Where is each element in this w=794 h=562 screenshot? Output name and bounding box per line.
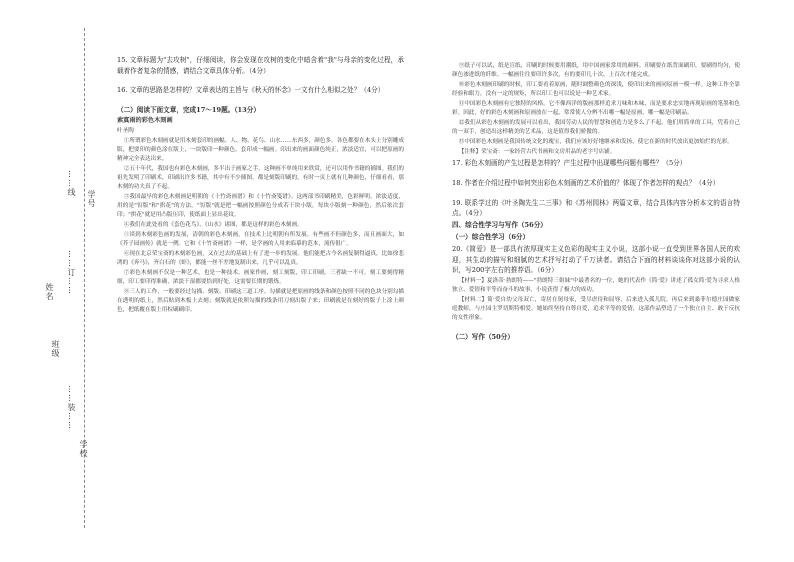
article-paragraph: ⑧三人的工作，一般要经过勾描、刻版、印刷这三道工序。勾描就是把原画的线条和颜色按照不同的色块分别勾描在透明的纸上，然后贴到木板上去刻；刻版就是依照勾描的线条用刀刻出版子来；印刷就是在刻好的版子上涂上颜色，把纸覆在版上用棕刷刷印。 (117, 289, 404, 313)
subsection-2-heading: （二）写作（50分） (452, 332, 514, 341)
binding-name-label: 姓名 (45, 283, 54, 301)
article-paragraph: ⑪中国彩色木刻画有它独特的风格。它不像西洋的版画那样追求刀味和木味，而是要求忠实地再现原画的笔墨和色彩。因此，好的彩色木刻画和原画放在一起，常常使人分辨不出哪一幅是原画，哪一幅是印刷品。 (452, 101, 740, 116)
section-4-heading: 四、综合性学习与写作（56分） (452, 220, 547, 229)
article-paragraph: ③我国最早的彩色木刻画是明朝的《十竹斋画谱》和《十竹斋笺谱》。这两部书印刷精美，色彩鲜明，浓淡适度，用的是"饾版"和"拱花"的方法。"饾版"就是把一幅画按照颜色分成若干块小版，每块小版刻一种颜色，然后依次套印；"拱花"就是用凸版压印，使纸面上显出花纹。 (117, 194, 404, 218)
left-column (117, 55, 404, 316)
section-2-heading: （二）阅读下面文章，完成17～19题。（13分） (117, 105, 260, 114)
question-16: 16. 文章的思路是怎样的？文章表达的主旨与《秋天的怀念》一文有什么相似之处？（4分） (117, 86, 385, 95)
article-paragraph: ⑤谈到木刻彩色画的发展，清朝的彩色木刻画，在技术上比明朝有所发展。有些画不但颜色多，而且画面大，如《芥子园画传》就是一例。它和《十竹斋画谱》一样，是学画的人用来临摹的范本，流传很广。 (117, 232, 404, 247)
article-note: 【注释】荣宝斋：一家经营古代书画和文房用品的老字号店铺。 (458, 149, 616, 156)
binding-school-label: 学校 (79, 440, 88, 458)
article-paragraph: ⑩彩色木刻画印刷的时候，印工要看着原画，随时调整颜色的深浅，使印出来的画同原画一模一样。这种工作全靠经验和眼力，没有一定的规矩，所以印工也可以说是一种艺术家。 (452, 82, 740, 97)
question-15: 15. 文章标题为"去攻树"，仔细阅读，你会发现在攻树的变化中暗含着"我"与母亲的变化过程，承载着作者复杂的情感，请结合文章具体分析。（4分） (117, 56, 404, 75)
binding-strip (0, 0, 100, 562)
material-1: 【材料一】夏洛蒂·勃朗特——"勃朗特三姐妹"中最著名的一位，她的代表作《简·爱》讲述了孤女简·爱为寻求人格独立、爱情和平等而奋斗的故事，小说获得了极大的成功。 (452, 277, 740, 293)
material-2: 【材料二】简·爱自幼父母双亡，寄居在舅母家，受尽虐待和屈辱，后来进入孤儿院，再后来到桑菲尔德庄园做家庭教师，与庄园主罗切斯特相爱。她始终坚持自尊自爱，追求平等的爱情，这部作品塑造了一个独立自主、敢于反抗的女性形象。 (452, 296, 740, 321)
subsection-1-heading: （一）综合性学习（6分） (452, 232, 530, 241)
article-paragraph: ①所谓彩色木刻画就是用木刻套印的画幅。人、物、花鸟、山水……东西多，颜色多，各色都要在木头上分别雕成版，把要印的颜色涂在版上，一块版印一种颜色，套印成一幅画。印出来的画面颜色纯正，浓淡适宜，可以把原画的精神完全表达出来。 (117, 138, 404, 163)
article-paragraph: ⑦彩色木刻画不仅是一种艺术，也是一种技术。画家作画，刻工刻版，印工印刷，三者缺一不可。刻工要刻得精细，印工要印得准确，浓淡干湿都要恰到好处，这需要长期的锻炼。 (117, 270, 404, 285)
article-paragraph: ⑬中国彩色木刻画是我国传统文化的瑰宝，我们应该好好地继承和发扬，使它在新的时代放出更加灿烂的光彩。 (458, 139, 733, 145)
question-20: 20.《简爱》是一部具有浓厚现实主义色彩的现实主义小说，这部小说一直受到世界各国人民的欢迎，其生动的描写和细腻的艺术抒写打动了千万读者。请结合下面的材料谈谈你对这部小说的认识，写200字左右的推荐语。（6分） (452, 245, 740, 275)
right-column (452, 62, 740, 344)
binding-cut-text-bottom: ……装…… (67, 385, 76, 430)
article-paragraph: ②五十年代，我国也有彩色木刻画，多半出于画家之手。这种画不单纯用来欣赏，还可以用作书籍的插图。我们的祖先发明了印刷术，印刷出许多书籍，其中有不少插图，都是刻版印刷的，有时一页上就有几种颜色，仔细看看，那木刻的功夫真了不起。 (117, 166, 404, 190)
binding-number-label: 学号 (87, 190, 96, 208)
binding-class-label: 班级 (51, 340, 60, 358)
question-17: 17. 彩色木刻画的产生过程是怎样的？产生过程中出现哪些问题有哪些？（5分） (452, 159, 687, 168)
question-19: 19. 联系学过的《叶圣陶先生二三事》和《苏州园林》两篇文章，结合具体内容分析本文的语言特点。（4分） (452, 198, 740, 218)
binding-cut-text-top: ……线 (67, 170, 76, 197)
question-18: 18. 作者在介绍过程中如何突出彩色木刻画的艺术价值的？体现了作者怎样的观点？（4分） (452, 178, 720, 187)
binding-cut-text-mid: ……订…… (67, 250, 76, 295)
article-title: 索寞雨的彩色木刻画 (117, 117, 173, 125)
article-paragraph: ⑫我们从彩色木刻画的发展可以看出，我国劳动人民的智慧和创造力是多么了不起。他们用简单的工具，凭着自己的一双手，创造出这样精美的艺术品，这是值得我们骄傲的。 (452, 120, 740, 135)
article-paragraph: ⑥现在北京荣宝斋的木刻彩色画，又在过去的基础上有了进一步的发展。他们能把古今名画复制得逼真，比如徐悲鸿的《奔马》，齐白石的《虾》，都能一丝不差地复制出来，几乎可以乱真。 (117, 251, 404, 266)
article-paragraph: ④我们在此处看的《套色花鸟》、《山水》诸图，都是这样的彩色木刻画。 (123, 221, 303, 228)
article-author: 叶圣陶 (117, 128, 134, 135)
article-paragraph: ⑨纸子可以试，纸是宣纸，印刷的时候要用潮纸，用中国画家常用的颜料。印刷要在纸背面刷印，要刷得均匀，使颜色渗进纸的纤维。一幅画往往要印许多次，有的要印几十次、上百次才能完成。 (452, 63, 740, 78)
